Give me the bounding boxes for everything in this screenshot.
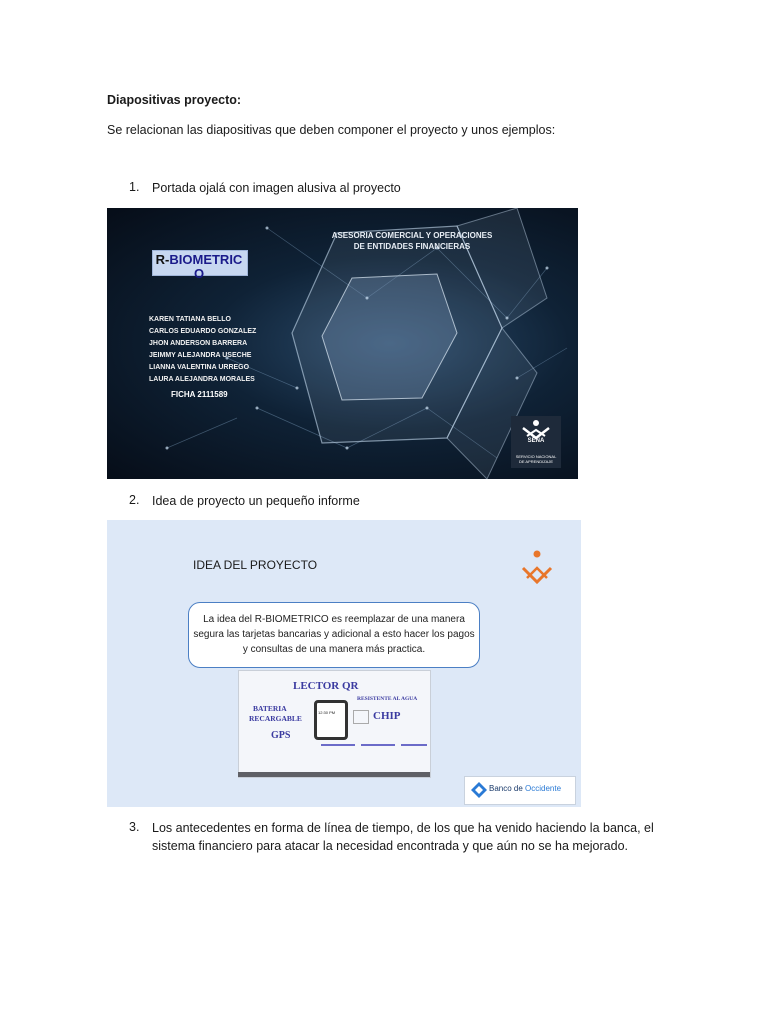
sena-logo-subtitle: SERVICIO NACIONAL DE APRENDIZAJE	[515, 454, 557, 464]
bank-name-part2: Occidente	[525, 784, 562, 793]
sena-logo-icon	[511, 418, 561, 440]
sena-logo-orange	[517, 548, 557, 591]
sena-logo-word: SENA	[527, 438, 545, 444]
label-resistente: RESISTENTE AL AGUA	[357, 696, 418, 702]
label-recargable: RECARGABLE	[249, 714, 302, 723]
slide1-title-line1: ASESORIA COMERCIAL Y OPERACIONES	[331, 231, 493, 240]
team-name: KAREN TATIANA BELLO	[149, 316, 231, 323]
team-name: JEIMMY ALEJANDRA USECHE	[149, 352, 252, 359]
brand-name-part2: BIOMETRICO	[169, 252, 243, 281]
bank-name-part1: Banco de	[489, 784, 526, 793]
document-intro: Se relacionan las diapositivas que deben componer el proyecto y unos ejemplos:	[107, 123, 556, 137]
chip-icon	[353, 710, 369, 724]
sena-logo	[511, 416, 561, 468]
slide1-title-line2: DE ENTIDADES FINANCIERAS	[353, 242, 471, 251]
team-name: JHON ANDERSON BARRERA	[149, 340, 248, 347]
bank-logo-icon	[471, 782, 487, 798]
label-gps: GPS	[271, 730, 291, 741]
item-1-text: Portada ojalá con imagen alusiva al proyecto	[152, 181, 401, 195]
slide2-title: IDEA DEL PROYECTO	[193, 558, 318, 572]
brand-name	[152, 253, 246, 281]
label-lector-qr: LECTOR QR	[293, 680, 359, 692]
idea-callout-text: La idea del R-BIOMETRICO es reemplazar de una manera segura las tarjetas bancarias y adicional a esto hacer los pagos y consultas de una manera más practica.	[193, 614, 475, 655]
label-bateria: BATERIA	[253, 704, 287, 713]
device-diagram-base	[238, 772, 430, 777]
team-names	[149, 314, 256, 386]
item-2-text: Idea de proyecto un pequeño informe	[152, 494, 360, 508]
team-name: LAURA ALEJANDRA MORALES	[149, 376, 255, 383]
team-name: LIANNA VALENTINA URREGO	[149, 364, 250, 371]
ficha-number: FICHA 2111589	[171, 390, 228, 399]
item-2-number: 2.	[129, 493, 140, 507]
bank-logo-text	[489, 784, 561, 793]
item-3-number: 3.	[129, 820, 140, 834]
team-name: CARLOS EDUARDO GONZALEZ	[149, 328, 257, 335]
cover-slide-image	[107, 208, 578, 479]
sena-logo-icon	[517, 548, 557, 586]
brand-name-part1: R-	[155, 252, 170, 267]
divider-dashes	[321, 744, 427, 746]
device-screen	[314, 700, 348, 740]
item-3-text-line1: Los antecedentes en forma de línea de tiempo, de los que ha venido haciendo la banca, el	[152, 821, 654, 835]
item-1-number: 1.	[129, 180, 140, 194]
document-heading: Diapositivas proyecto:	[107, 93, 242, 107]
item-3-text-line2: sistema financiero para atacar la necesidad encontrada y que aún no se ha mejorado.	[152, 839, 628, 853]
slide1-title	[317, 230, 507, 252]
idea-slide-image	[107, 520, 581, 807]
label-chip: CHIP	[373, 710, 401, 722]
device-screen-time: 12:30 PM	[318, 710, 336, 715]
